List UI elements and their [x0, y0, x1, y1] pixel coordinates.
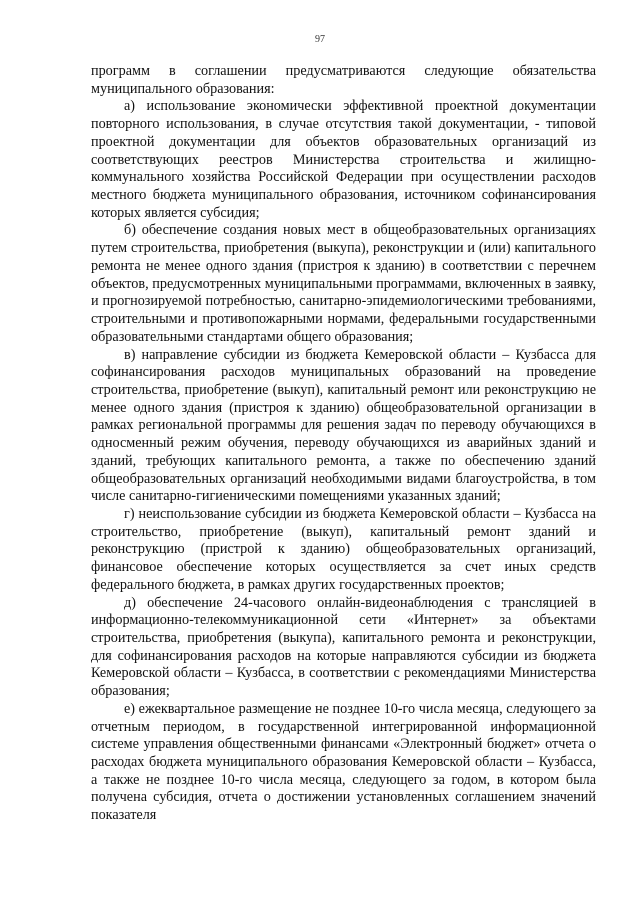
- paragraph-item-e: е) ежеквартальное размещение не позднее 10-го числа месяца, следующего за отчетным периодом, в государственной интегрированной информационной системе управления общественными финансами «Электронный бюджет» отчета о расходах бюджета муниципального образования Кемеровской области – Кузбасса, а также не позднее 10-го числа месяца, следующего за годом, в котором была получена субсидия, отчета о достижении установленных соглашением значений показателя: [91, 700, 596, 824]
- paragraph-item-d: д) обеспечение 24-часового онлайн-видеонаблюдения с трансляцией в информационно-телекоммуникационной сети «Интернет» за объектами строительства, приобретения (выкупа), капитального ремонта и реконструкции, для софинансирования расходов на которые направляются субсидии из бюджета Кемеровской области – Кузбасса, в соответствии с рекомендациями Министерства образования;: [91, 594, 596, 700]
- paragraph-item-b: б) обеспечение создания новых мест в общеобразовательных организациях путем строительства, приобретения (выкупа), реконструкции и (или) капитального ремонта не менее одного здания (пристроя к зданию) в соответствии с перечнем объектов, предусмотренных муниципальными программами, включенных в заявку, и прогнозируемой потребностью, санитарно-эпидемиологическими требованиями, строительными и противопожарными нормами, федеральными государственными образовательными стандартами общего образования;: [91, 222, 596, 345]
- paragraph-item-g: г) неиспользование субсидии из бюджета Кемеровской области – Кузбасса на строительство, приобретение (выкуп), капитальный ремонт зданий и реконструкцию (пристрой к зданию) общеобразовательных организаций, финансовое обеспечение которых осуществляется за счет иных средств федерального бюджета, в рамках других государственных проектов;: [91, 505, 596, 593]
- paragraph-item-a: а) использование экономически эффективной проектной документации повторного использования, в случае отсутствия такой документации, - типовой проектной документации для объектов образовательных организаций из соответствующих реестров Министерства строительства и жилищно-коммунального хозяйства Российской Федерации при осуществлении расходов местного бюджета муниципального образования, источником софинансирования которых является субсидия;: [91, 98, 596, 221]
- paragraph-item-v: в) направление субсидии из бюджета Кемеровской области – Кузбасса для софинансирования расходов муниципальных образований на проведение строительства, приобретение (выкуп), капитальный ремонт или реконструкцию не менее одного здания (пристроя к зданию) общеобразовательной организации в рамках региональной программы для решения задач по переводу обучающихся в односменный режим обучения, переводу обучающихся из аварийных зданий и зданий, требующих капитального ремонта, а также по обеспечению зданий общеобразовательных организаций необходимыми видами благоустройства, в том числе санитарно-гигиеническими помещениями указанных зданий;: [91, 346, 596, 505]
- body-text: [91, 63, 596, 825]
- page-number: 97: [315, 34, 325, 45]
- paragraph-intro: программ в соглашении предусматриваются следующие обязательства муниципального образования:: [91, 63, 596, 97]
